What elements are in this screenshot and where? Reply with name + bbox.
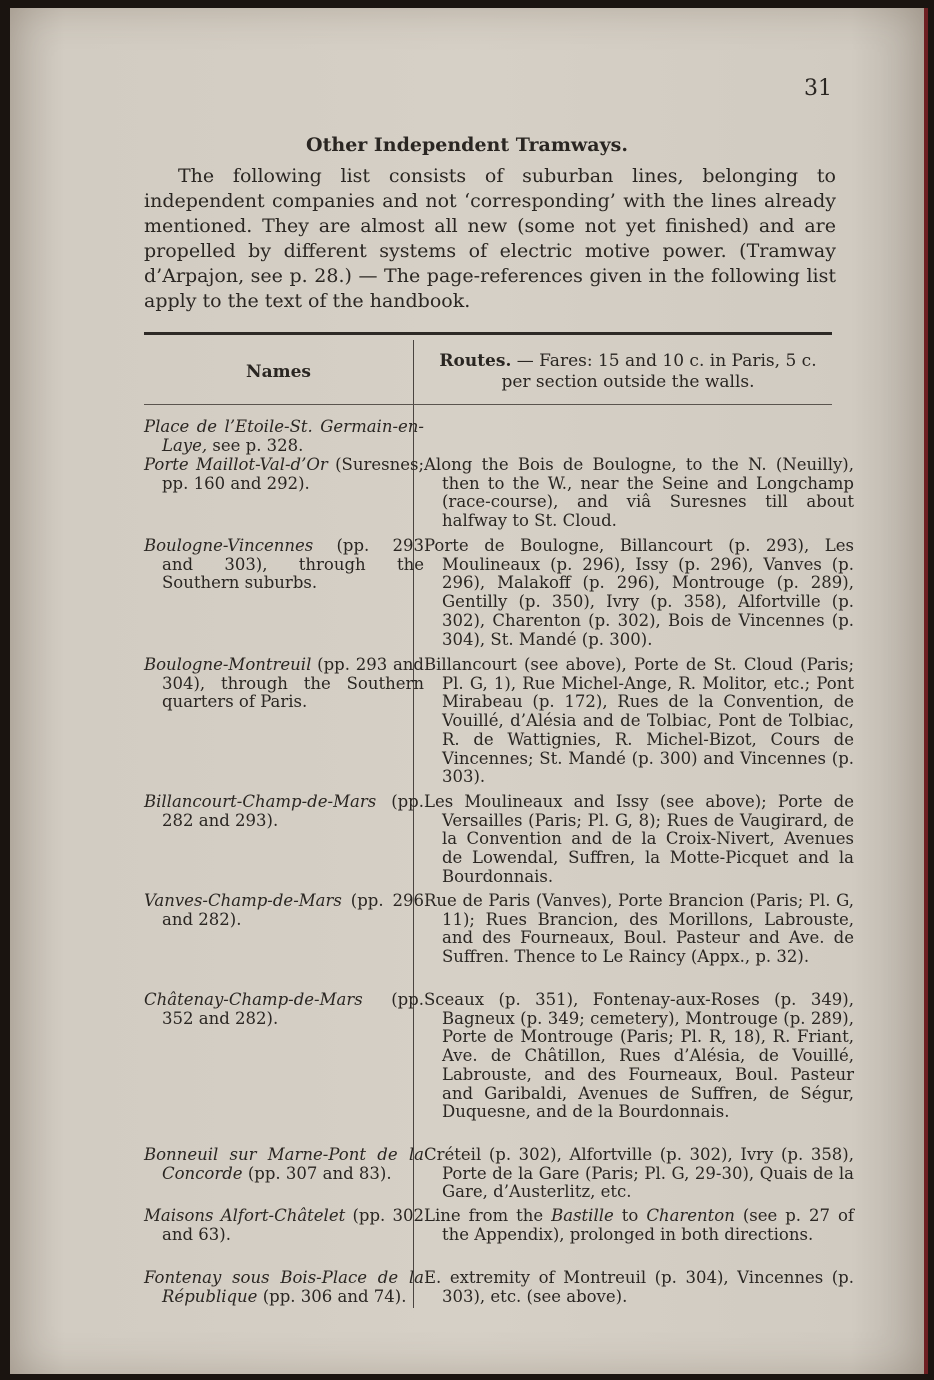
- section-heading: Other Independent Tramways.: [306, 134, 628, 156]
- table-row-name: Maisons Alfort-Châtelet (pp. 302 and 63).: [144, 1206, 425, 1244]
- page-number: 31: [804, 76, 832, 101]
- table-row-name: Châtenay-Champ-de-Mars (pp. 352 and 282).: [144, 990, 424, 1028]
- table-row-name: Bonneuil sur Marne-Pont de la Concorde (pp. 307 and 83).: [144, 1145, 424, 1183]
- table-row-route: Rue de Paris (Vanves), Porte Brancion (Paris; Pl. G, 11); Rues Brancion, des Morillons, Labrouste, and des Fourneaux, Boul. Pasteur and Ave. de Suffren. Thence to Le Raincy (Appx., p. 32).: [424, 891, 854, 967]
- table-row-name: Place de l’Etoile-St. Germain-en-Laye, see p. 328.: [144, 417, 424, 455]
- table-top-rule: [144, 332, 832, 335]
- header-routes: [424, 351, 832, 393]
- table-row-route: Les Moulineaux and Issy (see above); Porte de Versailles (Paris; Pl. G, 8); Rues de Vaugirard, de la Convention and de la Croix-Nivert, Avenues de Lowendal, Suffren, la Motte-Picquet and la Bourdonnais.: [424, 792, 854, 886]
- table-row-name: Boulogne-Montreuil (pp. 293 and 304), through the Southern quarters of Paris.: [144, 655, 424, 712]
- book-page: [10, 8, 928, 1374]
- table-row-name: Boulogne-Vincennes (pp. 293 and 303), through the Southern suburbs.: [144, 536, 425, 593]
- table-row-route: Billancourt (see above), Porte de St. Cloud (Paris; Pl. G, 1), Rue Michel-Ange, R. Molitor, etc.; Pont Mirabeau (p. 172), Rues de la Convention, de Vouillé, d’Alésia and de Tolbiac, Pont de Tolbiac, R. de Wattignies, R. Michel-Bizot, Cours de Vincennes; St. Mandé (p. 300) and Vincennes (p. 303).: [424, 655, 854, 787]
- header-rule: [144, 404, 832, 405]
- header-routes-fares: — Fares: 15 and 10 c. in Paris, 5 c. per section outside the walls.: [501, 351, 817, 392]
- table-row-route: E. extremity of Montreuil (p. 304), Vincennes (p. 303), etc. (see above).: [424, 1268, 854, 1306]
- intro-paragraph: The following list consists of suburban lines, belonging to independent companies and not ‘corresponding’ with the lines already mentioned. They are almost all new (some not yet finished) and are propelled by different systems of electric motive power. (Tramway d’Arpajon, see p. 28.) — The page-references given in the following list apply to the text of the handbook.: [144, 165, 836, 312]
- table-row-route: Porte de Boulogne, Billancourt (p. 293), Les Moulineaux (p. 296), Issy (p. 296), Vanves (p. 296), Malakoff (p. 296), Montrouge (p. 289), Gentilly (p. 350), Ivry (p. 358), Alfortville (p. 302), Charenton (p. 302), Bois de Vincennes (p. 304), St. Mandé (p. 300).: [424, 536, 854, 649]
- header-names: Names: [246, 362, 311, 382]
- table-row-route: Créteil (p. 302), Alfortville (p. 302), Ivry (p. 358), Porte de la Gare (Paris; Pl. G, 29-30), Quais de la Gare, d’Austerlitz, etc.: [424, 1145, 854, 1202]
- table-row-route: Sceaux (p. 351), Fontenay-aux-Roses (p. 349), Bagneux (p. 349; cemetery), Montrouge (p. 289), Porte de Montrouge (Paris; Pl. R, 18), R. Friant, Ave. de Châtillon, Rues d’Alésia, de Vouillé, Labrouste, and des Fourneaux, Boul. Pasteur and Garibaldi, Avenues de Suffren, de Ségur, Duquesne, and de la Bourdonnais.: [424, 990, 854, 1122]
- table-row-name: Fontenay sous Bois-Place de la République (pp. 306 and 74).: [144, 1268, 424, 1306]
- table-row-name: Porte Maillot-Val-d’Or (Suresnes; pp. 160 and 292).: [144, 455, 424, 493]
- table-row-name: Billancourt-Champ-de-Mars (pp. 282 and 293).: [144, 792, 424, 830]
- header-routes-label: Routes.: [439, 351, 512, 371]
- table-row-route: Along the Bois de Boulogne, to the N. (Neuilly), then to the W., near the Seine and Longchamp (race-course), and viâ Suresnes till about halfway to St. Cloud.: [424, 455, 854, 531]
- table-row-route: Line from the Bastille to Charenton (see p. 27 of the Appendix), prolonged in both directions.: [424, 1206, 855, 1244]
- table-row-name: Vanves-Champ-de-Mars (pp. 296 and 282).: [144, 891, 424, 929]
